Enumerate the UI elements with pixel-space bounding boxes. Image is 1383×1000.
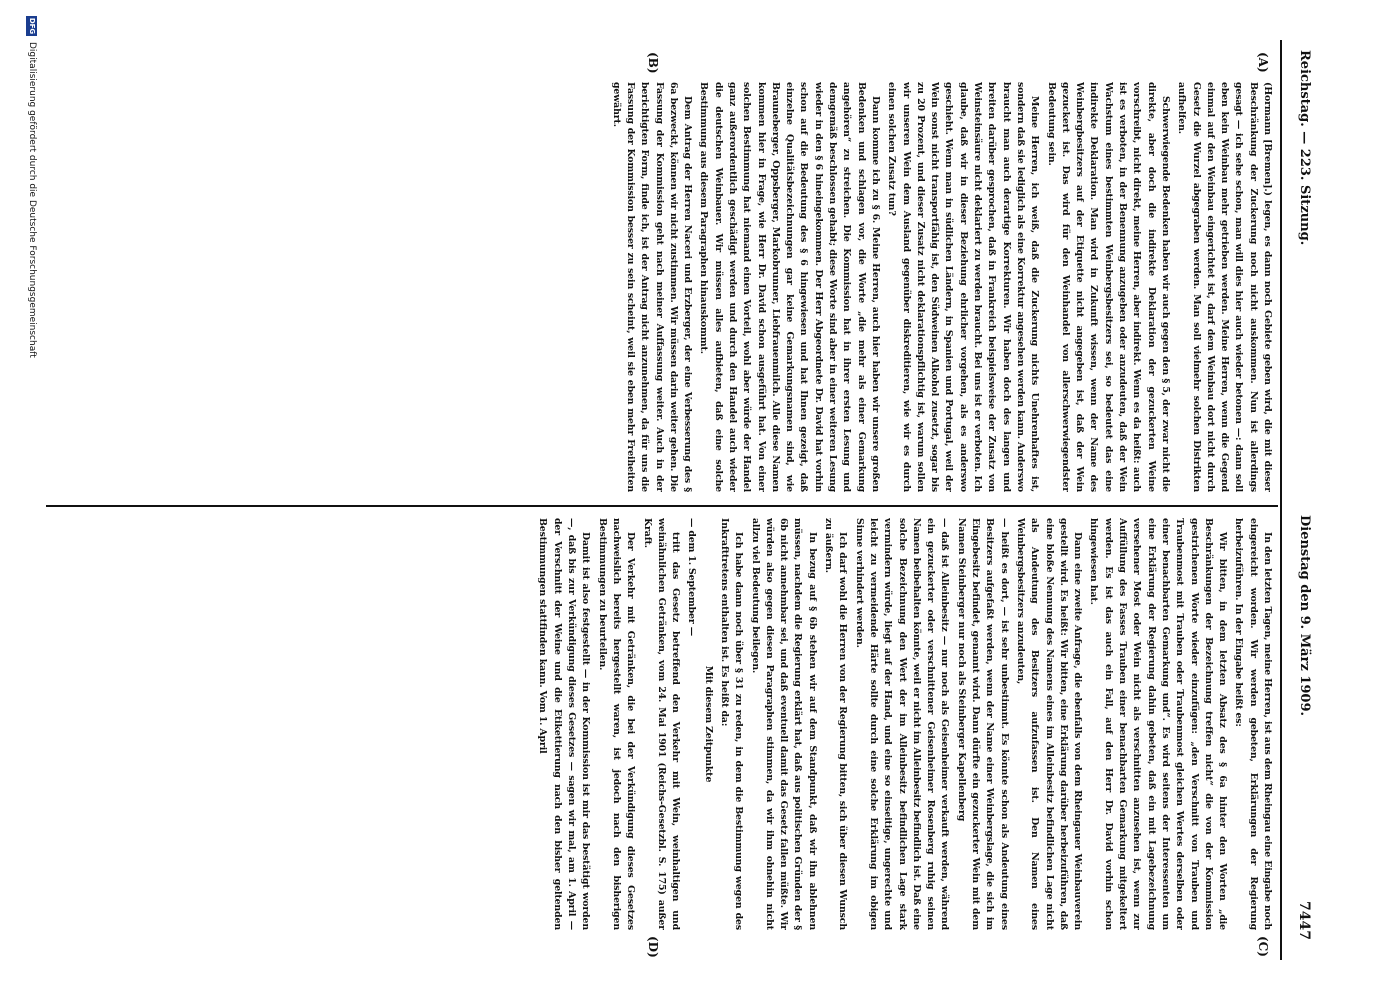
quoted-paragraph: Der Verkehr mit Getränken, die bei der Verkündigung dieses Gesetzes nachweislich bereits hergestellt waren, ist jedoch nach den bisherigen Bestimmungen zu beurteilen. — [596, 518, 637, 930]
paragraph: In bezug auf § 6b stehen wir auf dem Standpunkt, daß wir ihn ablehnen müssen, nachdem die Regierung erklärt hat, daß aus politischen Gründen der § 6b nicht annehmbar sei, und daß eventuell damit das Gesetz fallen müßte. Wir würden also gegen diesen Paragraphen stimmen, da wir ihm ohnehin nicht allzu viel Bedeutung beilegen. — [749, 518, 818, 930]
right-text-column — [44, 518, 1274, 930]
left-text-column — [44, 82, 1274, 492]
header-rule — [1280, 40, 1282, 960]
quoted-line: — dem 1. September — — [686, 518, 698, 636]
margin-marker-c: (C) — [1256, 936, 1270, 957]
paragraph: Ich habe dann noch über § 31 zu reden, in dem die Bestimmung wegen des Inkrafttretens enthalten ist. Es heißt da: — [719, 518, 745, 930]
dfg-logo: DFG — [28, 17, 37, 35]
credit-text: Digitalisierung gefördert durch die Deutsche Forschungsgemeinschaft — [27, 42, 37, 358]
paragraph: In den letzten Tagen, meine Herren, ist aus dem Rheingau eine Eingabe noch eingereicht worden. Wir werden gebeten, Erklärungen der Regierung herbeizuführen. In der Eingabe heißt es: — [1233, 518, 1273, 930]
paragraph: (Hormann [Bremen].) legen, es dann noch Gebiete geben wird, die mit dieser Beschränkung der Zuckerung noch nicht auskommen. Nun ist allerdings gesagt — ich sehe schon, man will dies hier auch wieder betonen —: dann soll eben kein Weinbau mehr getrieben werden. Meine Herren, wenn die Gegend einmal auf den Weinbau eingerichtet ist, darf dem Weinbau dort nicht durch Gesetz die Wurzel abgegraben werden. Man soll vielmehr solchen Distrikten aufhelfen. — [1176, 82, 1273, 492]
paragraph: Dann komme ich zu § 6. Meine Herren, auch hier haben wir unsere großen Bedenken und schlagen vor, die Worte „die mehr als einer Gemarkung angehören“ zu streichen. Die Kommission hat in ihrer ersten Lesung und demgemäß beschlossen gehabt; diese Worte sind aber in einer weiteren Lesung wieder in den § 6 hineingekommen. Der Herr Abgeordnete Dr. David hat vorhin schon auf die Bedeutung des § 6 hingewiesen und hat Ihnen gezeigt, daß einzelne Qualitätsbezeichnungen gar keine Gemarkungsnamen sind, wie Brauneberger, Oppsberger, Markobrunner, Liebfrauenmilch. Alle diese Namen kommen hier in Frage, wie Herr Dr. David schon ausgeführt hat. Von einer solchen Bestimmung hat niemand einen Vorteil, wohl aber würde der Handel ganz außerordentlich geschädigt werden und durch den Handel auch wieder die deutschen Weinbauer. Wir müssen alles aufbieten, daß eine solche Bestimmung aus diesem Paragraphen hinauskommt. — [698, 82, 881, 492]
page-header — [1290, 0, 1312, 1000]
header-session-title: Reichstag. — 223. Sitzung. — [1297, 50, 1312, 246]
paragraph: — heißt es dort, — ist sehr unbestimmt. Es könnte schon als Andeutung eines Besitzers aufgefaßt werden, wenn der Name einer Weinbergslage, die sich im Eingebesitz befindet, genannt wird. Dann dürfte ein gezuckerter Wein mit dem Namen Steinberger nur noch als Steinberger Kapellenberg — [955, 518, 1010, 930]
digitization-credit — [24, 16, 40, 976]
paragraph: Damit ist also festgestellt — in der Kommission ist mir das bestätigt worden —, daß bis zur Verkündigung dieses Gesetzes — sagen wir mal, am 1. April — der Verschnitt der Weine und die Etikettierung nach den bisher geltenden Bestimmungen stattfinden kann. Vom 1. April — [537, 518, 592, 930]
paragraph: Ich darf wohl die Herren von der Regierung bitten, sich über diesen Wunsch zu äußern. — [823, 518, 849, 930]
header-date: Dienstag den 9. März 1909. — [1297, 515, 1312, 717]
margin-marker-b: (B) — [646, 52, 660, 74]
quoted-paragraph: Wir bitten, in dem letzten Absatz des § 6a hinter den Worten „die Beschränkungen der Bezeichnung treffen nicht“ die von der Kommission gestrichenen Worte wieder einzufügen: „den Verschnitt von Trauben und Traubenmost mit Trauben oder Traubenmost gleichen Wertes derselben oder einer benachbarten Gemarkung und“. Es wird seitens der Interessenten um eine Erklärung der Regierung dahin gebeten, daß ein mit Lagebezeichnung versehener Most oder Wein nicht als verschnitten anzusehen ist, wenn zur Auffüllung des Fasses Trauben einer benachbarten Gemarkung mitgekeltert werden. Es ist das auch ein Fall, auf den Herr Dr. David vorhin schon hingewiesen hat. — [1088, 518, 1229, 930]
paragraph: Schwerwiegende Bedenken haben wir auch gegen den § 5, der zwar nicht die direkte, aber doch die indirekte Deklaration der gezuckerten Weine vorschreibt, nicht direkt, meine Herren, aber indirekt. Wenn es da heißt: auch ist es verboten, in der Benennung anzugeben oder anzudeuten, daß der Wein Wachstum eines bestimmten Weinbergsbesitzers sei, so bedeutet das eine indirekte Deklaration. Man wird in Zukunft wissen, wenn der Name des Weinbergbesitzers auf der Etiquette nicht angegeben ist, daß der Wein gezuckert ist. Das wird für den Weinhandel von allerschwerwiegendster Bedeutung sein. — [1045, 82, 1171, 492]
margin-marker-a: (A) — [1256, 52, 1270, 73]
page-number: 7447 — [1296, 901, 1312, 940]
column-divider — [46, 505, 1278, 507]
quoted-paragraph: tritt das Gesetz betreffend den Verkehr mit Wein, weinhaltigen und weinähnlichen Getränken, vom 24. Mai 1901 (Reichs-Gesetzbl. S. 175) außer Kraft. — [641, 518, 682, 930]
paragraph: — daß ist Alleinbesitz — nur noch als Geisenheimer verkauft werden, während ein gezuckerter oder verschnittener Geisenheimer Rosenberg ruhig seinen Namen beibehalten könnte, weil er nicht im Alleinbesitz befindlich ist. Daß eine solche Bezeichnung den Wert der im Alleinbesitz befindlichen Lage stark vermindern würde, liegt auf der Hand, und eine so einseitige, ungerechte und leicht zu vermeidende Härte sollte durch eine solche Erklärung im obigen Sinne verhindert werden. — [853, 518, 951, 930]
margin-marker-d: (D) — [646, 936, 660, 958]
paragraph: Dem Antrag der Herren Naceri und Erzberger, der eine Verbesserung des § 6a bezweckt, können wir nicht zustimmen. Wir müssen darin weiter gehen. Die Fassung der Kommission geht nach meiner Auffassung weiter. Auch in der berichtigten Form, finde ich, ist der Antrag nicht anzunehmen, da für uns die Fassung der Kommission besser zu sein scheint, weil sie eben mehr Freiheiten gewährt. — [610, 82, 694, 492]
paragraph: Dann eine zweite Anfrage, die ebenfalls von dem Rheingauer Weinbauverein gestellt wird. Es heißt: Wir bitten, eine Erklärung darüber herbeizuführen, daß eine bloße Nennung des Namens eines im Alleinbesitz befindlichen Lage nicht als Andeutung des Besitzers aufzufassen ist. Den Namen eines Weinbergsbesitzers anzudeuten, — [1014, 518, 1084, 930]
paragraph: Meine Herren, ich weiß, daß die Zuckerung nichts Unehrenhaftes ist, sondern daß sie lediglich als eine Korrektur angesehen werden kann. Anderswo braucht man auch derartige Korrekturen. Wir haben doch des langen und breiten darüber gesprochen, daß in Frankreich beispielsweise der Zusatz von Weinsteinsäure nicht deklariert zu werden braucht. Bei uns ist er verboten. Ich glaube, daß wir in dieser Beziehung ehrlicher vorgehen, als es anderswo geschieht. Wenn man in südlichen Ländern, in Spanien und Portugal, weil der Wein sonst nicht transportfähig ist, den Südweinen Alkohol zusetzt, sogar bis zu 20 Prozent, und dieser Zusatz nicht deklarationspflichtig ist, warum sollen wir unseren Wein dem Ausland gegenüber diskreditieren, wie wir es durch einen solchen Zusatz tun? — [886, 82, 1041, 492]
quoted-line: Mit diesem Zeitpunkte — [702, 665, 714, 783]
